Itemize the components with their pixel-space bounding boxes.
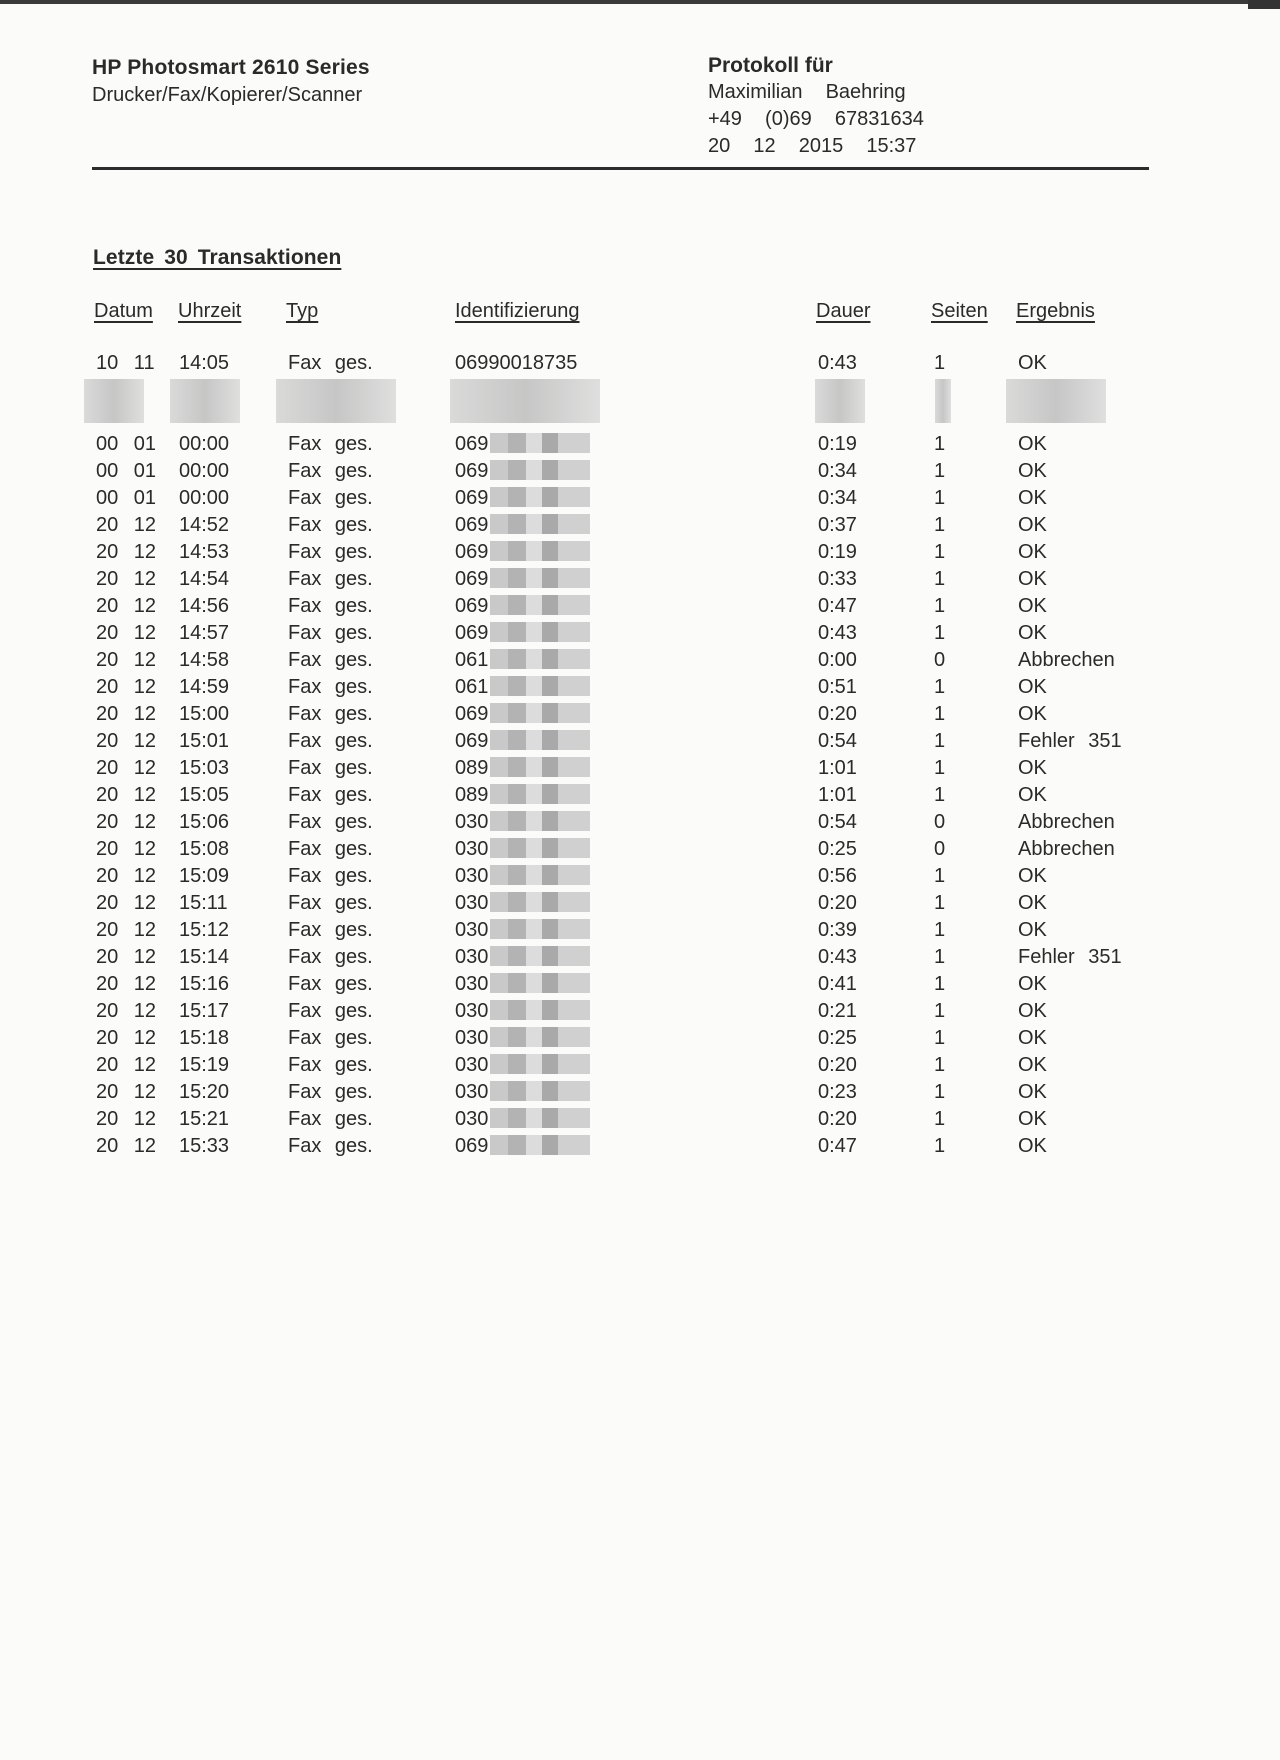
cell-result: OK (1018, 784, 1047, 806)
cell-identifier: 061 (455, 676, 590, 699)
cell-identifier: 069 (455, 541, 590, 564)
owner-phone: +49 (0)69 67831634 (708, 108, 924, 130)
cell-type: Fax ges. (288, 703, 373, 725)
cell-date: 20 12 (96, 811, 157, 833)
scan-corner-mark (1248, 0, 1280, 9)
cell-duration: 0:47 (818, 1135, 857, 1157)
cell-type: Fax ges. (288, 649, 373, 671)
table-row (0, 1108, 1280, 1135)
table-row (0, 676, 1280, 703)
redacted-number-block (490, 568, 590, 588)
cell-result: OK (1018, 919, 1047, 941)
table-row (0, 487, 1280, 514)
redacted-number-block (490, 1054, 590, 1074)
cell-identifier: 030 (455, 1054, 590, 1077)
cell-result: OK (1018, 622, 1047, 644)
cell-pages: 1 (934, 865, 946, 887)
column-header-type: Typ (286, 300, 319, 322)
cell-type: Fax ges. (288, 622, 373, 644)
cell-date: 20 12 (96, 676, 157, 698)
cell-duration: 0:25 (818, 838, 857, 860)
cell-time: 00:00 (179, 487, 230, 509)
table-row (0, 649, 1280, 676)
cell-duration: 0:54 (818, 811, 857, 833)
cell-identifier: 030 (455, 1081, 590, 1104)
table-row (0, 811, 1280, 838)
cell-time: 14:59 (179, 676, 230, 698)
cell-result: OK (1018, 703, 1047, 725)
cell-identifier: 030 (455, 1000, 590, 1023)
redacted-block (450, 379, 600, 423)
cell-result: Fehler 351 (1018, 730, 1122, 752)
cell-time: 15:21 (179, 1108, 230, 1130)
cell-identifier: 069 (455, 622, 590, 645)
table-row (0, 622, 1280, 649)
table-row (0, 703, 1280, 730)
table-row (0, 1027, 1280, 1054)
cell-pages: 0 (934, 838, 946, 860)
cell-pages: 1 (934, 595, 946, 617)
cell-date: 20 12 (96, 973, 157, 995)
cell-duration: 0:43 (818, 352, 857, 374)
cell-time: 15:03 (179, 757, 230, 779)
cell-pages: 1 (934, 892, 946, 914)
table-row (0, 730, 1280, 757)
protocol-title: Protokoll für (708, 54, 833, 77)
redacted-number-block (490, 703, 590, 723)
cell-time: 00:00 (179, 433, 230, 455)
redacted-number-block (490, 595, 590, 615)
cell-date: 20 12 (96, 784, 157, 806)
cell-type: Fax ges. (288, 892, 373, 914)
table-row (0, 892, 1280, 919)
cell-pages: 1 (934, 1108, 946, 1130)
cell-pages: 1 (934, 784, 946, 806)
protocol-header (708, 52, 924, 160)
cell-duration: 0:19 (818, 541, 857, 563)
redacted-number-block (490, 487, 590, 507)
transaction-table (0, 352, 1280, 1162)
cell-type: Fax ges. (288, 865, 373, 887)
device-name: HP Photosmart 2610 Series (92, 56, 370, 79)
cell-time: 14:52 (179, 514, 230, 536)
cell-date: 20 12 (96, 730, 157, 752)
redacted-number-block (490, 757, 590, 777)
cell-pages: 1 (934, 946, 946, 968)
redacted-block (84, 379, 144, 423)
column-header-time: Uhrzeit (178, 300, 242, 322)
redacted-number-block (490, 514, 590, 534)
table-row (0, 1000, 1280, 1027)
cell-pages: 1 (934, 1000, 946, 1022)
cell-pages: 1 (934, 703, 946, 725)
cell-date: 20 12 (96, 1135, 157, 1157)
cell-duration: 0:20 (818, 892, 857, 914)
cell-pages: 0 (934, 649, 946, 671)
redacted-number-block (490, 973, 590, 993)
column-header-id: Identifizierung (455, 300, 580, 322)
cell-identifier: 069 (455, 433, 590, 456)
cell-identifier: 030 (455, 919, 590, 942)
redacted-number-block (490, 460, 590, 480)
redacted-number-block (490, 838, 590, 858)
cell-result: OK (1018, 1054, 1047, 1076)
redacted-number-block (490, 784, 590, 804)
scan-edge (0, 0, 1280, 4)
cell-result: Abbrechen (1018, 811, 1115, 833)
cell-result: OK (1018, 1108, 1047, 1130)
column-header-pages: Seiten (931, 300, 988, 322)
cell-time: 15:33 (179, 1135, 230, 1157)
cell-duration: 0:34 (818, 460, 857, 482)
cell-result: OK (1018, 487, 1047, 509)
cell-pages: 1 (934, 433, 946, 455)
cell-pages: 1 (934, 568, 946, 590)
cell-result: OK (1018, 541, 1047, 563)
cell-type: Fax ges. (288, 568, 373, 590)
cell-result: OK (1018, 865, 1047, 887)
cell-identifier: 069 (455, 730, 590, 753)
cell-time: 15:00 (179, 703, 230, 725)
redacted-number-block (490, 1081, 590, 1101)
cell-identifier: 030 (455, 946, 590, 969)
redacted-number-block (490, 1108, 590, 1128)
cell-result: OK (1018, 352, 1047, 374)
cell-pages: 1 (934, 514, 946, 536)
cell-duration: 0:34 (818, 487, 857, 509)
cell-type: Fax ges. (288, 460, 373, 482)
cell-duration: 0:51 (818, 676, 857, 698)
cell-date: 20 12 (96, 865, 157, 887)
cell-identifier: 069 (455, 460, 590, 483)
cell-duration: 0:21 (818, 1000, 857, 1022)
redacted-number-block (490, 541, 590, 561)
cell-time: 15:05 (179, 784, 230, 806)
cell-identifier: 089 (455, 757, 590, 780)
cell-type: Fax ges. (288, 487, 373, 509)
redacted-number-block (490, 622, 590, 642)
cell-time: 15:14 (179, 946, 230, 968)
table-row (0, 946, 1280, 973)
cell-time: 15:06 (179, 811, 230, 833)
cell-date: 20 12 (96, 703, 157, 725)
cell-date: 20 12 (96, 892, 157, 914)
cell-identifier: 030 (455, 1108, 590, 1131)
cell-result: OK (1018, 1027, 1047, 1049)
cell-duration: 1:01 (818, 757, 857, 779)
cell-result: Abbrechen (1018, 649, 1115, 671)
cell-date: 20 12 (96, 838, 157, 860)
cell-identifier: 089 (455, 784, 590, 807)
redacted-number-block (490, 946, 590, 966)
cell-time: 15:20 (179, 1081, 230, 1103)
cell-duration: 0:56 (818, 865, 857, 887)
cell-type: Fax ges. (288, 1054, 373, 1076)
cell-date: 20 12 (96, 595, 157, 617)
cell-pages: 1 (934, 541, 946, 563)
column-header-result: Ergebnis (1016, 300, 1095, 322)
redacted-number-block (490, 649, 590, 669)
cell-type: Fax ges. (288, 757, 373, 779)
cell-duration: 0:43 (818, 622, 857, 644)
redacted-block (170, 379, 240, 423)
cell-duration: 0:20 (818, 703, 857, 725)
cell-type: Fax ges. (288, 541, 373, 563)
cell-time: 15:19 (179, 1054, 230, 1076)
cell-type: Fax ges. (288, 973, 373, 995)
redacted-number-block (490, 433, 590, 453)
cell-pages: 1 (934, 487, 946, 509)
cell-identifier: 030 (455, 1027, 590, 1050)
redacted-number-block (490, 865, 590, 885)
cell-time: 15:01 (179, 730, 230, 752)
cell-duration: 0:23 (818, 1081, 857, 1103)
owner-name: Maximilian Baehring (708, 81, 906, 103)
cell-result: OK (1018, 676, 1047, 698)
table-row (0, 1054, 1280, 1081)
column-header-duration: Dauer (816, 300, 871, 322)
redacted-block (276, 379, 396, 423)
cell-pages: 1 (934, 460, 946, 482)
cell-type: Fax ges. (288, 730, 373, 752)
cell-type: Fax ges. (288, 352, 373, 374)
cell-date: 20 12 (96, 1000, 157, 1022)
cell-identifier: 069 (455, 487, 590, 510)
cell-type: Fax ges. (288, 811, 373, 833)
cell-duration: 0:43 (818, 946, 857, 968)
cell-type: Fax ges. (288, 433, 373, 455)
cell-result: OK (1018, 973, 1047, 995)
cell-date: 20 12 (96, 1108, 157, 1130)
table-row (0, 919, 1280, 946)
cell-identifier: 030 (455, 973, 590, 996)
cell-result: OK (1018, 1000, 1047, 1022)
cell-date: 00 01 (96, 460, 157, 482)
cell-type: Fax ges. (288, 1081, 373, 1103)
table-row (0, 757, 1280, 784)
cell-result: OK (1018, 892, 1047, 914)
cell-type: Fax ges. (288, 1135, 373, 1157)
table-row (0, 865, 1280, 892)
cell-pages: 1 (934, 352, 946, 374)
redacted-number-block (490, 1135, 590, 1155)
cell-duration: 0:20 (818, 1108, 857, 1130)
cell-date: 00 01 (96, 487, 157, 509)
cell-duration: 0:19 (818, 433, 857, 455)
cell-time: 14:56 (179, 595, 230, 617)
cell-time: 14:57 (179, 622, 230, 644)
cell-result: OK (1018, 460, 1047, 482)
cell-result: OK (1018, 514, 1047, 536)
cell-duration: 0:00 (818, 649, 857, 671)
table-row (0, 838, 1280, 865)
cell-pages: 1 (934, 676, 946, 698)
cell-duration: 1:01 (818, 784, 857, 806)
cell-type: Fax ges. (288, 676, 373, 698)
cell-pages: 1 (934, 973, 946, 995)
cell-identifier: 069 (455, 514, 590, 537)
cell-time: 15:08 (179, 838, 230, 860)
report-datetime: 20 12 2015 15:37 (708, 135, 917, 157)
cell-pages: 1 (934, 1054, 946, 1076)
cell-date: 20 12 (96, 1054, 157, 1076)
cell-date: 20 12 (96, 649, 157, 671)
cell-identifier: 06990018735 (455, 352, 578, 374)
cell-date: 20 12 (96, 1081, 157, 1103)
table-row (0, 568, 1280, 595)
cell-time: 14:53 (179, 541, 230, 563)
redacted-number-block (490, 919, 590, 939)
cell-type: Fax ges. (288, 946, 373, 968)
table-row (0, 541, 1280, 568)
cell-time: 00:00 (179, 460, 230, 482)
redacted-block (815, 379, 865, 423)
cell-time: 15:17 (179, 1000, 230, 1022)
redacted-number-block (490, 811, 590, 831)
cell-date: 10 11 (96, 352, 155, 374)
cell-time: 14:58 (179, 649, 230, 671)
cell-time: 15:16 (179, 973, 230, 995)
cell-date: 20 12 (96, 757, 157, 779)
cell-time: 15:11 (179, 892, 228, 914)
cell-identifier: 069 (455, 568, 590, 591)
cell-duration: 0:20 (818, 1054, 857, 1076)
cell-pages: 1 (934, 1027, 946, 1049)
cell-identifier: 069 (455, 703, 590, 726)
cell-type: Fax ges. (288, 838, 373, 860)
cell-pages: 1 (934, 622, 946, 644)
device-header (92, 56, 370, 107)
cell-pages: 1 (934, 919, 946, 941)
cell-type: Fax ges. (288, 919, 373, 941)
cell-identifier: 030 (455, 892, 590, 915)
cell-duration: 0:33 (818, 568, 857, 590)
device-subtitle: Drucker/Fax/Kopierer/Scanner (92, 84, 363, 106)
redacted-number-block (490, 676, 590, 696)
cell-pages: 0 (934, 811, 946, 833)
cell-result: Fehler 351 (1018, 946, 1122, 968)
table-row (0, 460, 1280, 487)
cell-result: OK (1018, 568, 1047, 590)
cell-date: 20 12 (96, 541, 157, 563)
cell-date: 20 12 (96, 1027, 157, 1049)
cell-result: OK (1018, 757, 1047, 779)
cell-duration: 0:39 (818, 919, 857, 941)
redacted-block (935, 379, 951, 423)
cell-duration: 0:25 (818, 1027, 857, 1049)
cell-type: Fax ges. (288, 514, 373, 536)
redacted-row (0, 379, 1280, 433)
cell-pages: 1 (934, 1135, 946, 1157)
cell-duration: 0:54 (818, 730, 857, 752)
cell-result: Abbrechen (1018, 838, 1115, 860)
cell-date: 20 12 (96, 622, 157, 644)
redacted-number-block (490, 892, 590, 912)
cell-pages: 1 (934, 1081, 946, 1103)
redacted-number-block (490, 730, 590, 750)
cell-identifier: 069 (455, 1135, 590, 1158)
cell-type: Fax ges. (288, 1000, 373, 1022)
cell-identifier: 061 (455, 649, 590, 672)
cell-identifier: 030 (455, 865, 590, 888)
cell-type: Fax ges. (288, 1108, 373, 1130)
table-row (0, 1081, 1280, 1108)
cell-type: Fax ges. (288, 1027, 373, 1049)
cell-pages: 1 (934, 730, 946, 752)
cell-date: 20 12 (96, 919, 157, 941)
column-header-date: Datum (94, 300, 153, 322)
redacted-block (1006, 379, 1106, 423)
cell-time: 15:18 (179, 1027, 230, 1049)
cell-identifier: 030 (455, 811, 590, 834)
cell-time: 14:05 (179, 352, 230, 374)
cell-duration: 0:37 (818, 514, 857, 536)
cell-date: 20 12 (96, 946, 157, 968)
table-row (0, 352, 1280, 379)
cell-identifier: 030 (455, 838, 590, 861)
cell-time: 14:54 (179, 568, 230, 590)
cell-duration: 0:47 (818, 595, 857, 617)
cell-date: 20 12 (96, 514, 157, 536)
redacted-number-block (490, 1027, 590, 1047)
table-row (0, 595, 1280, 622)
cell-duration: 0:41 (818, 973, 857, 995)
cell-result: OK (1018, 595, 1047, 617)
cell-result: OK (1018, 1135, 1047, 1157)
cell-time: 15:09 (179, 865, 230, 887)
redacted-number-block (490, 1000, 590, 1020)
cell-result: OK (1018, 433, 1047, 455)
cell-date: 20 12 (96, 568, 157, 590)
cell-time: 15:12 (179, 919, 230, 941)
cell-result: OK (1018, 1081, 1047, 1103)
cell-type: Fax ges. (288, 595, 373, 617)
cell-identifier: 069 (455, 595, 590, 618)
table-row (0, 433, 1280, 460)
table-row (0, 1135, 1280, 1162)
cell-pages: 1 (934, 757, 946, 779)
table-row (0, 973, 1280, 1000)
table-row (0, 514, 1280, 541)
cell-date: 00 01 (96, 433, 157, 455)
section-title: Letzte 30 Transaktionen (93, 246, 342, 269)
header-divider (92, 167, 1149, 170)
table-row (0, 784, 1280, 811)
cell-type: Fax ges. (288, 784, 373, 806)
